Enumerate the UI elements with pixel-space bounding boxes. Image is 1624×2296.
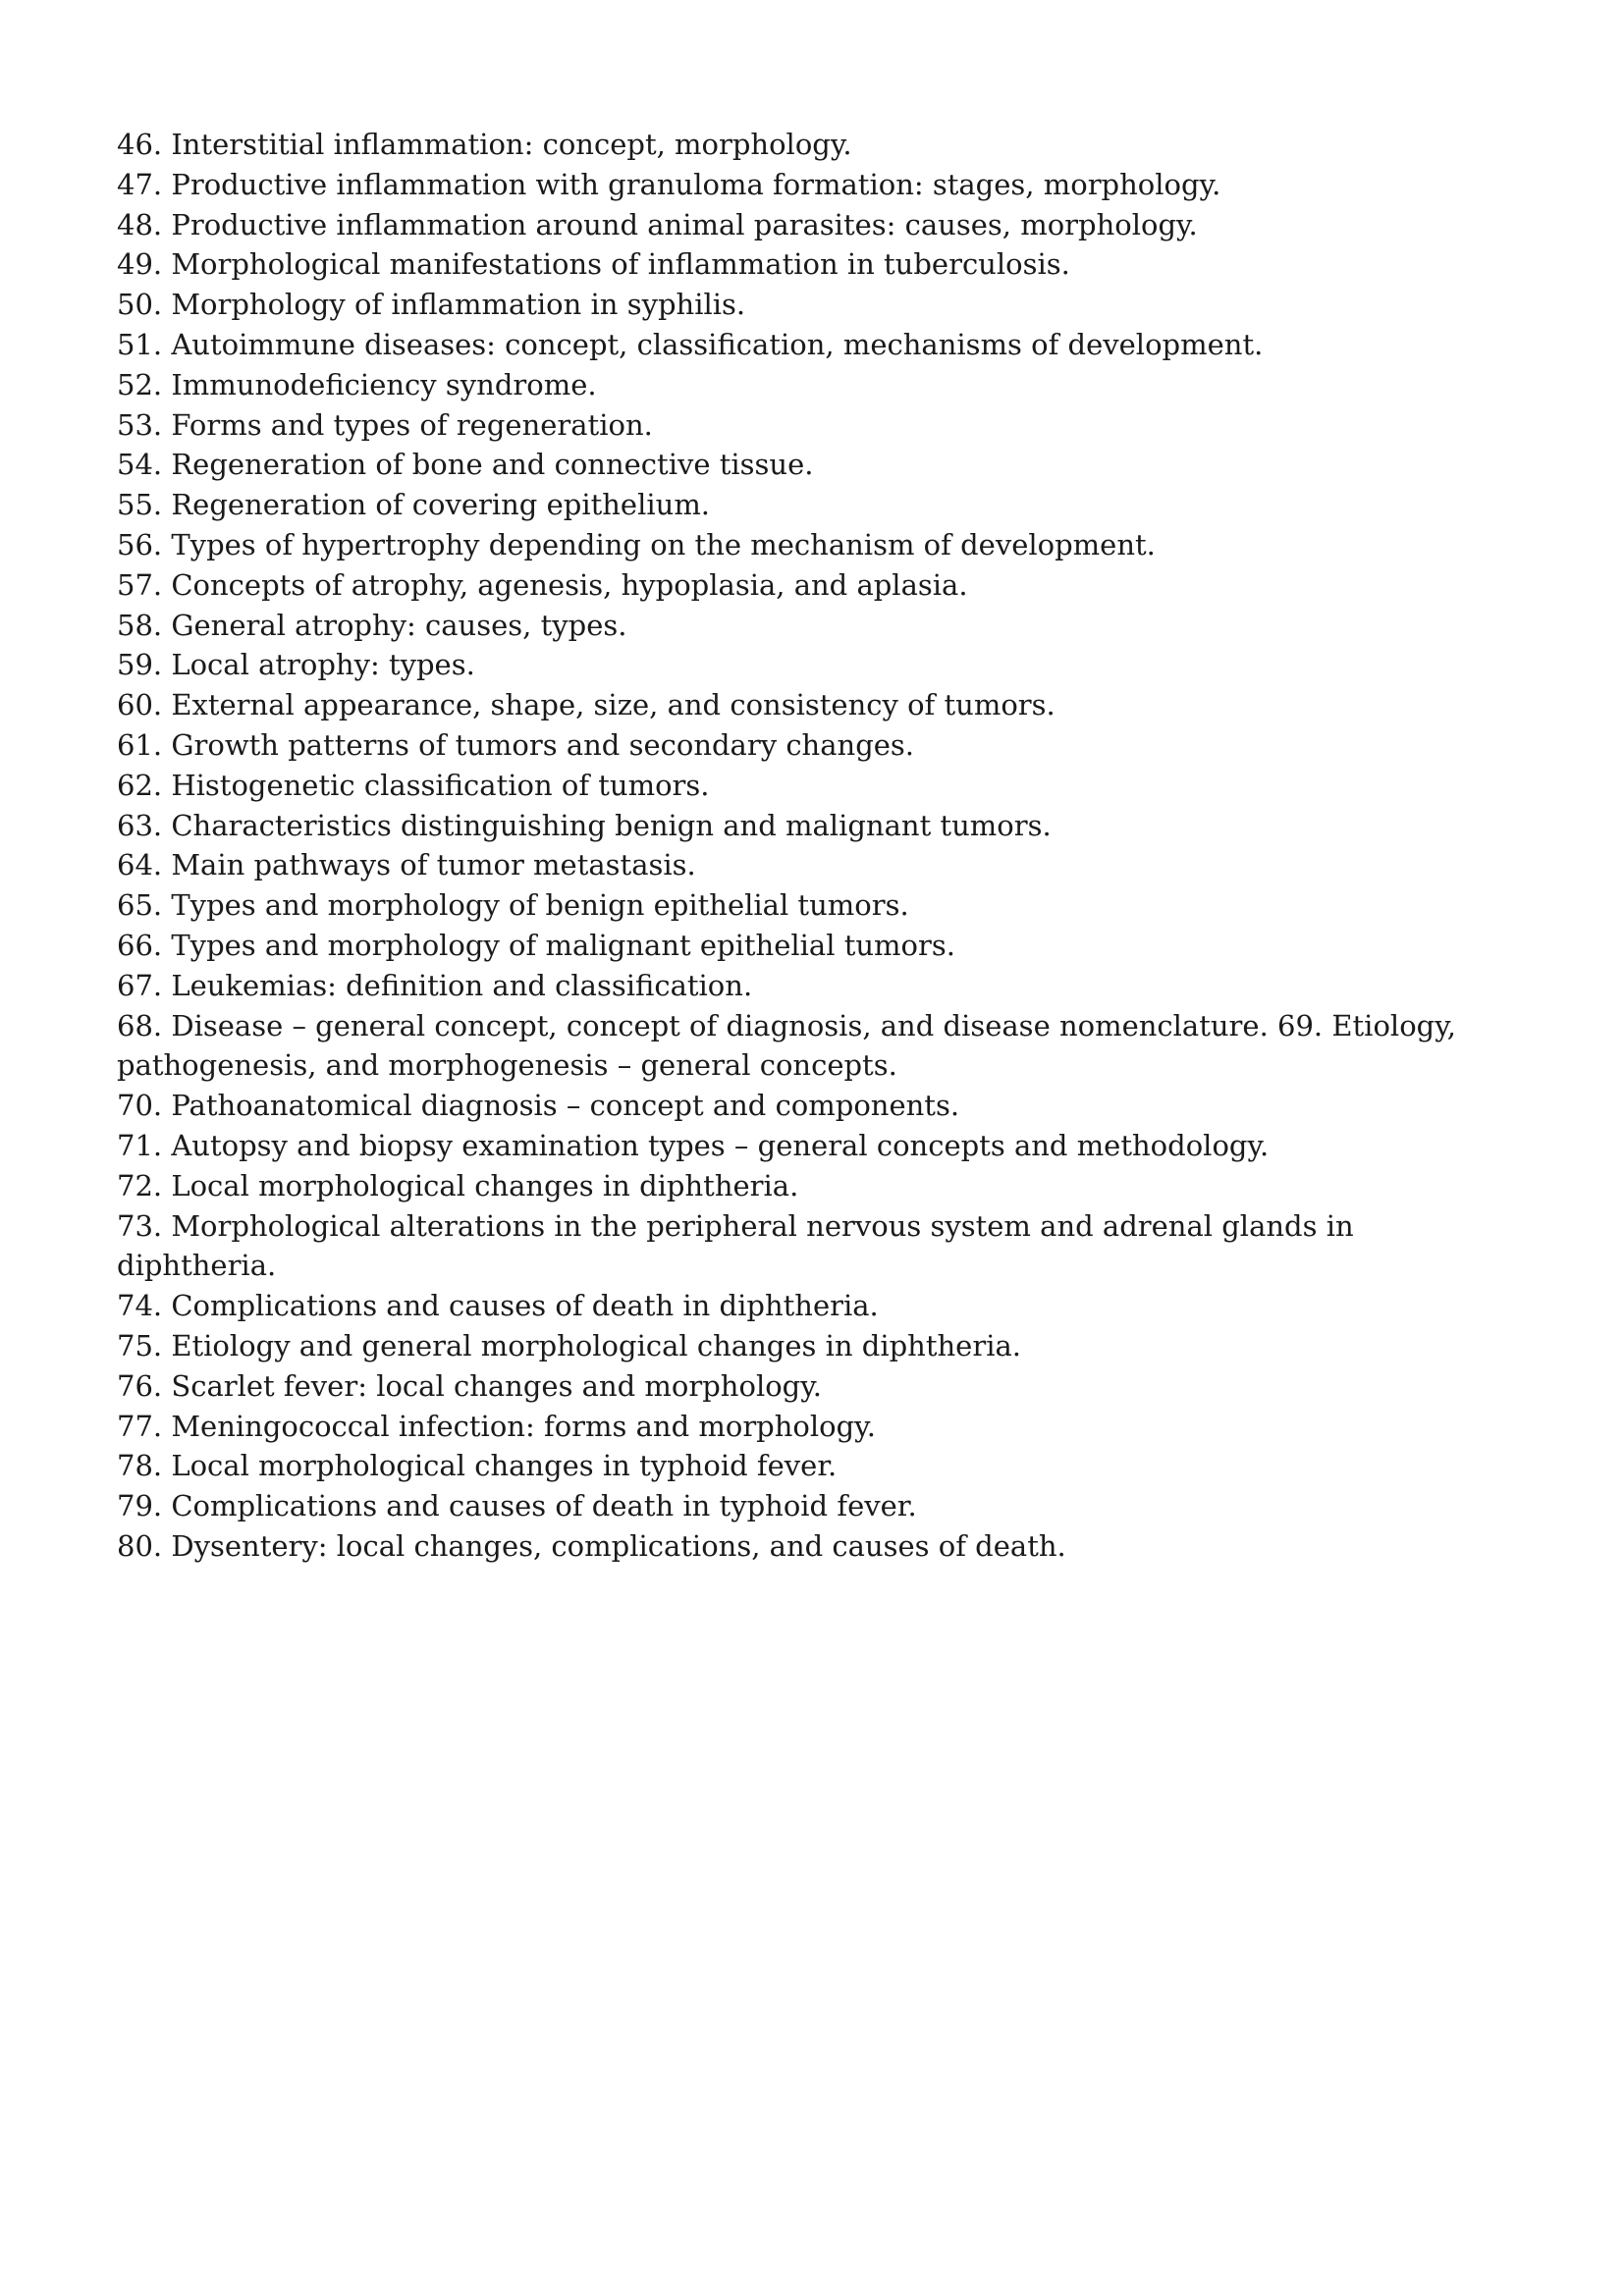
list-item: 65. Types and morphology of benign epithelial tumors. bbox=[117, 888, 909, 923]
list-item: 62. Histogenetic classification of tumors. bbox=[117, 768, 710, 802]
list-item: 46. Interstitial inflammation: concept, morphology. bbox=[117, 128, 852, 161]
list-item: 48. Productive inflammation around animal parasites: causes, morphology. bbox=[117, 207, 1198, 241]
list-item: 74. Complications and causes of death in diphtheria. bbox=[117, 1289, 879, 1323]
list-item: 51. Autoimmune diseases: concept, classification, mechanisms of development. bbox=[117, 327, 1264, 361]
list-item: 59. Local atrophy: types. bbox=[117, 648, 475, 682]
list-item: 75. Etiology and general morphological changes in diphtheria. bbox=[117, 1328, 1021, 1362]
list-item: 79. Complications and causes of death in typhoid fever. bbox=[117, 1489, 917, 1523]
list-item: 54. Regeneration of bone and connective tissue. bbox=[117, 448, 814, 482]
list-item: 60. External appearance, shape, size, and consistency of tumors. bbox=[117, 688, 1056, 722]
list-item: 66. Types and morphology of malignant epithelial tumors. bbox=[117, 928, 955, 962]
list-item: 57. Concepts of atrophy, agenesis, hypoplasia, and aplasia. bbox=[117, 567, 968, 602]
list-item: 72. Local morphological changes in diphtheria. bbox=[117, 1168, 799, 1202]
exam-question-list bbox=[117, 125, 1511, 1567]
list-item: 49. Morphological manifestations of inflammation in tuberculosis. bbox=[117, 247, 1070, 282]
list-item: 80. Dysentery: local changes, complications, and causes of death. bbox=[117, 1528, 1066, 1563]
list-item: 47. Productive inflammation with granuloma formation: stages, morphology. bbox=[117, 167, 1221, 201]
list-item: 58. General atrophy: causes, types. bbox=[117, 608, 627, 642]
list-item: 52. Immunodeficiency syndrome. bbox=[117, 367, 597, 401]
list-item: 70. Pathoanatomical diagnosis – concept and components. bbox=[117, 1089, 960, 1123]
list-item: 76. Scarlet fever: local changes and morphology. bbox=[117, 1368, 822, 1403]
list-item: 67. Leukemias: definition and classification. bbox=[117, 968, 753, 1002]
list-item: 64. Main pathways of tumor metastasis. bbox=[117, 848, 696, 882]
list-item: 63. Characteristics distinguishing benign and malignant tumors. bbox=[117, 808, 1052, 842]
list-item: 71. Autopsy and biopsy examination types – general concepts and methodology. bbox=[117, 1128, 1270, 1162]
list-item: 78. Local morphological changes in typhoid fever. bbox=[117, 1449, 838, 1483]
list-item: 55. Regeneration of covering epithelium. bbox=[117, 488, 711, 522]
list-item: 50. Morphology of inflammation in syphilis. bbox=[117, 288, 746, 322]
list-item: 53. Forms and types of regeneration. bbox=[117, 407, 653, 442]
list-item: 77. Meningococcal infection: forms and morphology. bbox=[117, 1409, 876, 1443]
list-item: 68. Disease – general concept, concept of diagnosis, and disease nomenclature. 69. Etiology, pathogenesis, and morphogenesis – general concepts. bbox=[117, 1008, 1456, 1083]
list-item: 61. Growth patterns of tumors and secondary changes. bbox=[117, 727, 915, 762]
list-item: 73. Morphological alterations in the peripheral nervous system and adrenal glands in diphtheria. bbox=[117, 1208, 1354, 1283]
list-item: 56. Types of hypertrophy depending on the mechanism of development. bbox=[117, 527, 1156, 561]
